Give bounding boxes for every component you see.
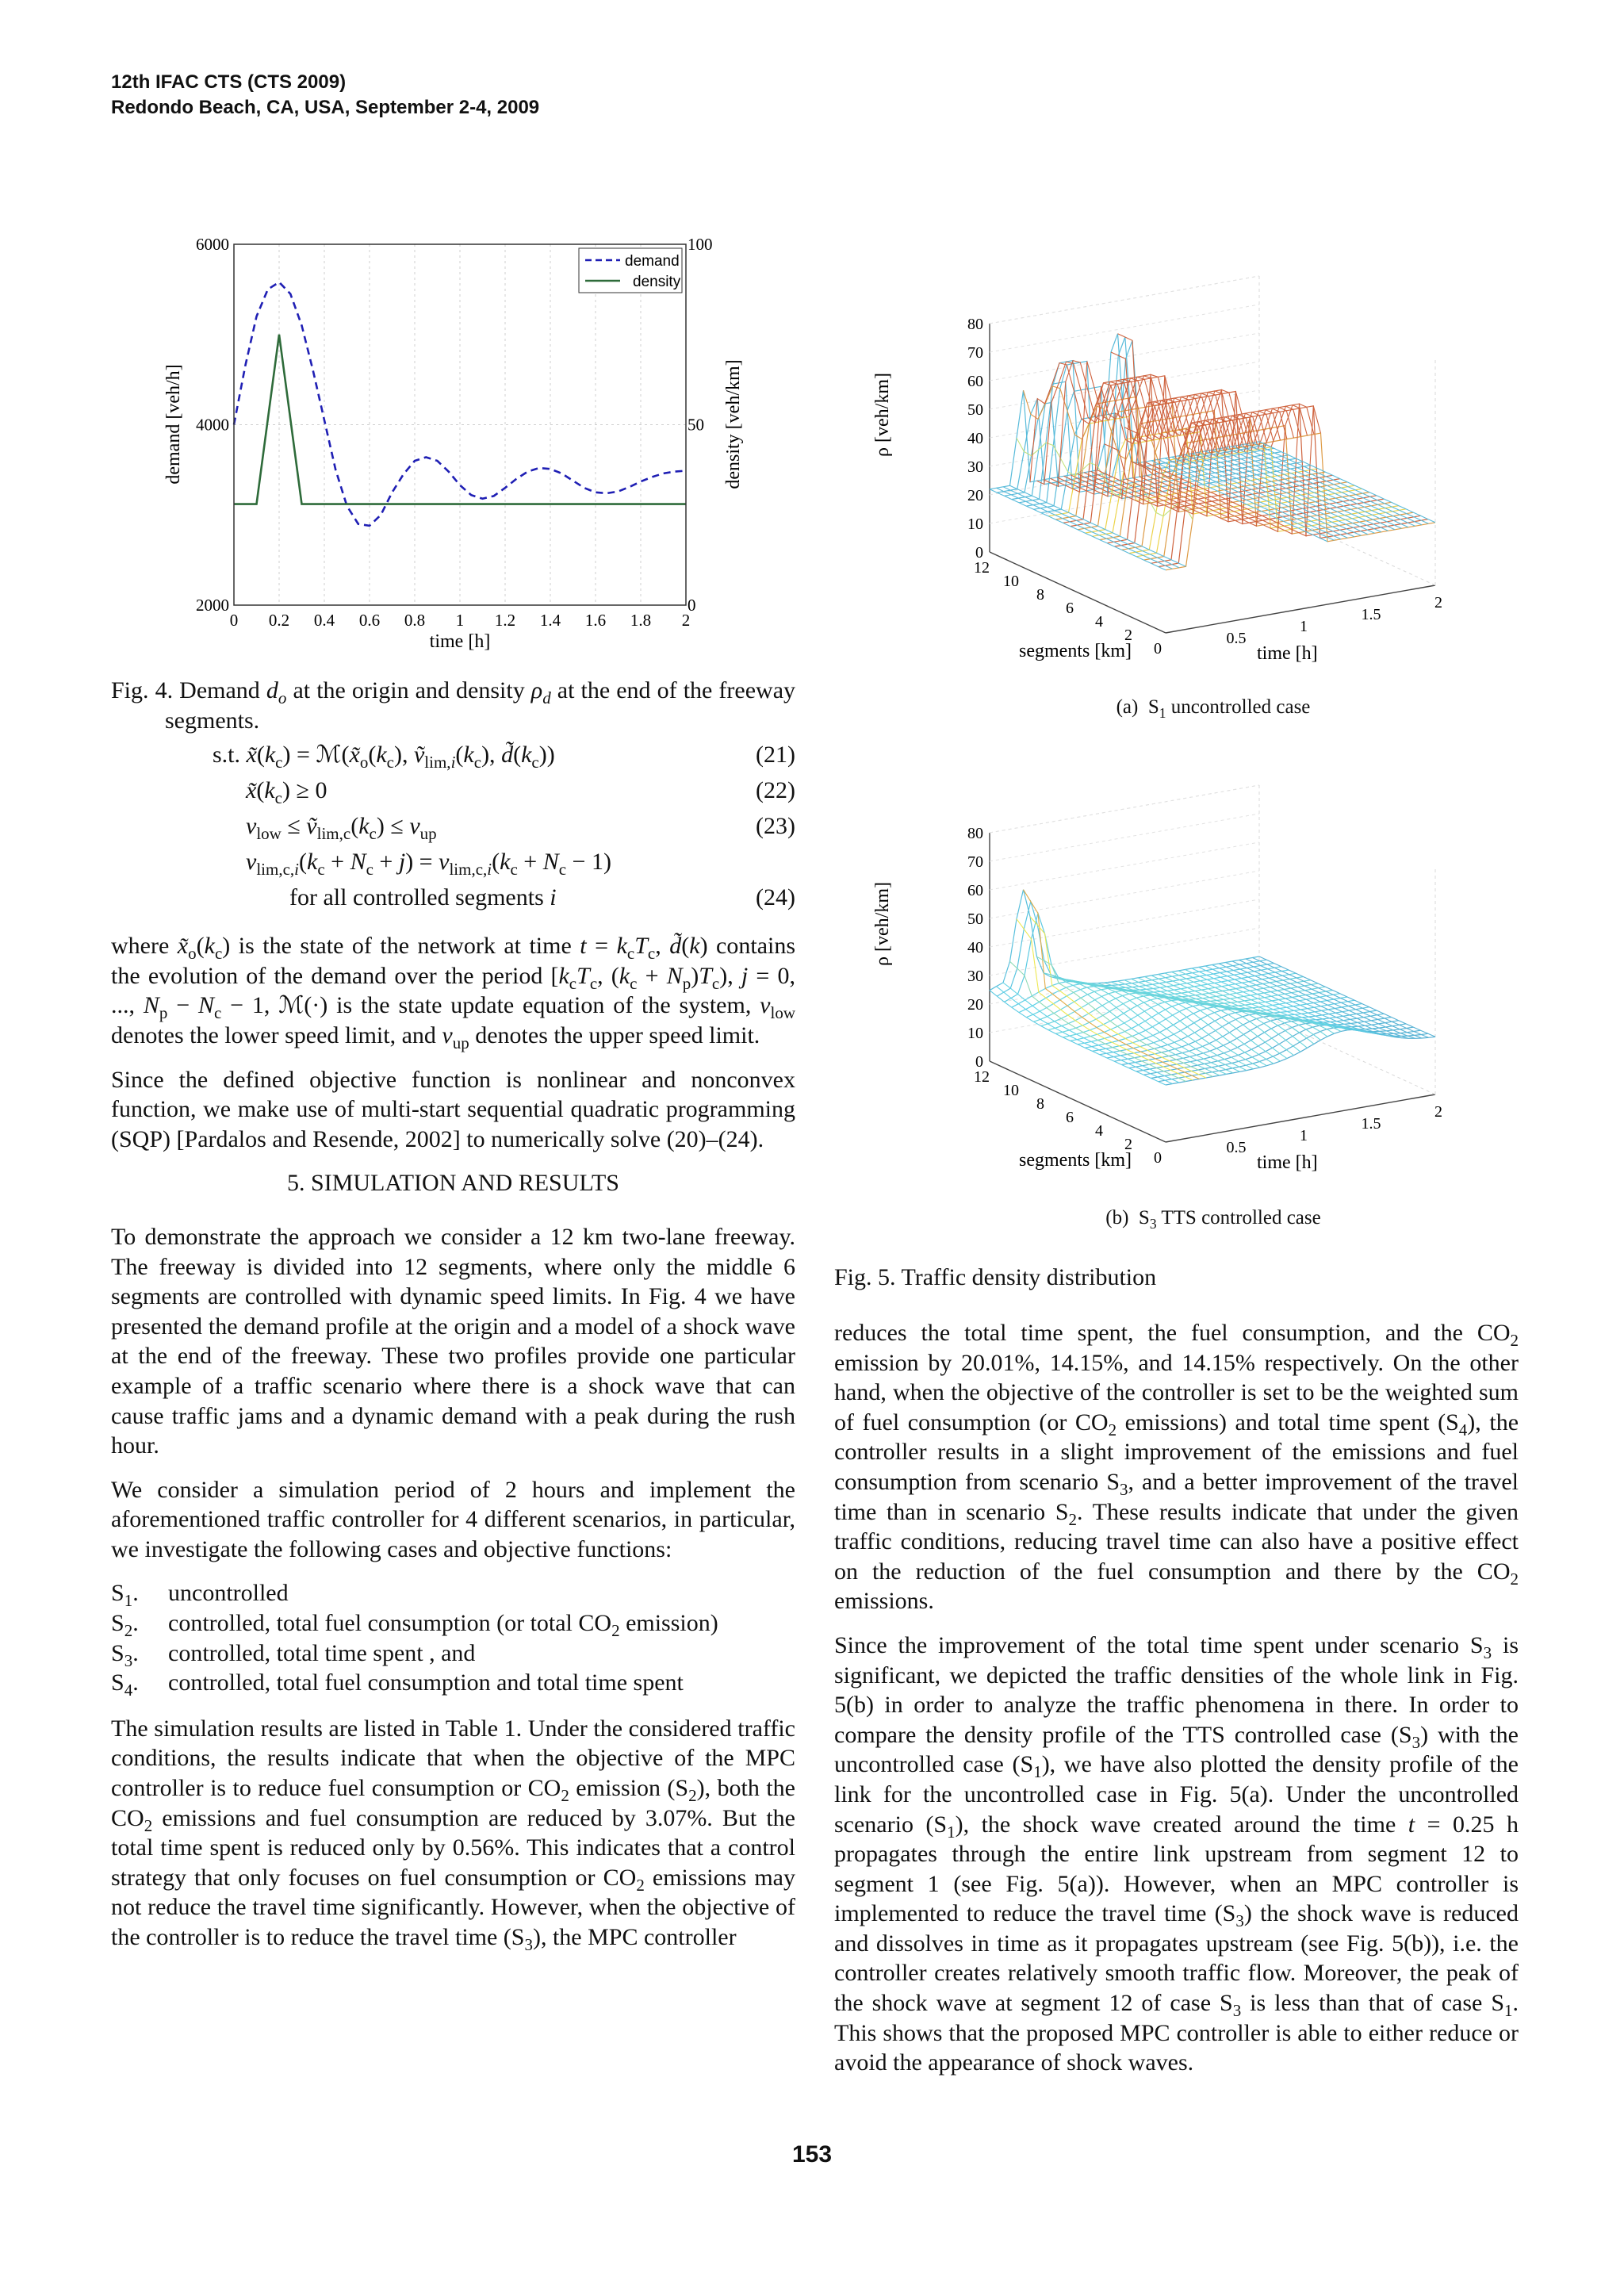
scenario-list [111,1578,795,1700]
equation-number-22: (22) [756,777,795,804]
y-left-tick-label: 4000 [196,415,229,435]
segment-tick-label: 2 [1124,1136,1132,1153]
legend-density-label: density [633,274,681,290]
segment-tick-label: 6 [1066,600,1074,617]
z-tick-label: 40 [967,430,983,447]
mesh-line [1024,386,1200,479]
mesh-line [1143,1023,1413,1075]
grid-line [990,276,1259,324]
y-right-tick-label: 100 [688,235,713,254]
mesh-line [1166,1029,1435,1085]
z-tick-label: 50 [967,401,983,419]
time-tick-label: 1 [1300,618,1308,635]
fig5b-axes-box [990,785,1435,1142]
list-item: $S_3$. controlled, total time spent , and [111,1639,476,1670]
fig5a-mesh [990,334,1435,570]
time-tick-label: 1.5 [1361,1115,1381,1133]
y-right-tick-label: 50 [688,415,704,435]
fig5b-time-label: time [h] [1257,1152,1318,1173]
segment-tick-label: 6 [1066,1109,1074,1126]
segment-tick-label: 4 [1095,1122,1103,1140]
z-tick-label: 50 [967,910,983,928]
left-column [111,676,795,1967]
fig4-tick-labels [196,235,713,630]
axis-line [990,1061,1166,1142]
z-tick-label: 70 [967,344,983,362]
equation-24a: $v_{lim,c,i}(k_c + N_c + j) = v_{lim,c,i}(k_c + N_c - 1)$ [246,849,611,880]
x-tick-label: 1.6 [584,611,607,630]
grid-line [990,842,1259,890]
paragraph-state-definition: where $x̃_o(k_c)$ is the state of the network at time $t = k_cT_c$, d̃(k) contains the evolution of the demand over the period [$k_cT_c$, $(k_c + N_p)T_c$), j = 0, ..., $N_p - N_c - 1$, ℳ(·) is the state update equation of the system, $v_{low}$ denotes the lower speed limit, and $v_{up}$ denotes the upper speed limit. [111,933,796,1052]
segment-tick-label: 8 [1036,586,1044,604]
grid-line [990,814,1259,861]
z-tick-label: 70 [967,853,983,871]
segment-tick-label: 0 [1154,640,1162,657]
z-tick-label: 60 [967,373,983,390]
paragraph-results: The simulation results are listed in Table 1. Under the considered traffic conditions, the results indicate that when the objective of the MPC controller is to reduce fuel consumption or $CO_2$ emission $(S_2)$, both the $CO_2$ emissions and fuel consumption are reduced by 3.07%. But the total time spent is reduced only by 0.56%. This indicates that a control strategy that only focuses on fuel consumption or $CO_2$ emissions may not reduce the travel time significantly. However, when the objective of the controller is to reduce the travel time $(S_3)$, the MPC controller [111,1715,795,1954]
equation-23: $v_{low}$ ≤ $ṽ_{lim,c}(k_c) \le v_{up}$ [246,813,437,844]
segment-tick-label: 0 [1154,1149,1162,1167]
grid-line [990,305,1259,352]
segment-tick-label: 4 [1095,613,1103,631]
segment-tick-label: 10 [1003,1082,1019,1099]
z-tick-label: 0 [975,1053,983,1071]
fig5-caption: Fig. 5. Traffic density distribution [834,1264,1157,1290]
grid-line [990,899,1259,947]
equation-22: $x̃(k_c) \ge 0$ [246,777,327,808]
x-tick-label: 1.2 [494,611,516,630]
z-tick-label: 30 [967,968,983,985]
paragraph-simulation-period: We consider a simulation period of 2 hours and implement the aforementioned traffic controller for 4 different scenarios, in particular, we investigate the following cases and objective functions: [111,1476,795,1562]
fig5a-surface-plot [872,252,1475,696]
mesh-line [1259,956,1435,1037]
conference-header [111,70,539,121]
fig4-y-axis-right-label: density [veh/km] [723,359,744,489]
segment-tick-label: 8 [1036,1095,1044,1113]
equation-number-21: (21) [756,742,795,769]
list-item: $S_4$. controlled, total fuel consumption and total time spent [111,1669,684,1700]
equation-number-24: (24) [756,884,795,911]
time-tick-label: 1 [1300,1127,1308,1144]
x-tick-label: 0.4 [313,611,335,630]
equation-21: s.t. $x̃(k_c)$ = $ℳ(x̃_o(k_c)$, $ṽ_{lim,i}(k_c)$, $d̃(k_c)$) [213,742,555,772]
x-tick-label: 0 [229,611,239,630]
z-tick-label: 80 [967,316,983,333]
x-tick-label: 0.2 [268,611,290,630]
equation-number-23: (23) [756,813,795,840]
z-tick-label: 20 [967,996,983,1014]
y-left-tick-label: 6000 [196,235,229,254]
fig5b-surface-plot [872,761,1475,1205]
y-right-tick-label: 0 [688,596,696,615]
fig5a-segments-label: segments [km] [1019,641,1132,661]
mesh-line [1232,961,1408,1038]
mesh-line [1003,487,1179,568]
z-tick-label: 20 [967,487,983,504]
time-tick-label: 0.5 [1226,630,1247,647]
axis-line [990,552,1166,633]
list-item: $S_1$. uncontrolled [111,1580,289,1611]
list-item: $S_2$. controlled, total fuel consumption (or total $CO_2$ emission) [111,1610,718,1641]
mesh-line [1024,890,1200,1079]
z-tick-label: 40 [967,939,983,956]
x-tick-label: 0.6 [358,611,381,630]
time-tick-label: 1.5 [1361,606,1381,623]
equation-24b: for all controlled segments i [289,884,557,911]
mesh-line [1010,485,1186,566]
segment-tick-label: 12 [974,1068,990,1086]
fig5a-subcaption: (a) $S_1$ uncontrolled case [1116,696,1311,721]
segment-tick-label: 10 [1003,573,1019,590]
fig5b-mesh [990,890,1435,1085]
z-tick-label: 60 [967,882,983,899]
y-left-tick-label: 2000 [196,596,229,615]
fig4-legend [579,248,682,293]
time-tick-label: 2 [1434,1103,1442,1121]
z-tick-label: 0 [975,544,983,562]
fig4-x-axis-label: time [h] [429,631,491,652]
grid-line [990,871,1259,918]
mesh-line [1138,978,1314,1044]
paragraph-results-continued: reduces the total time spent, the fuel consumption, and the $CO_2$ emission by 20.01%, 14.15%, and 14.15% respectively. On the other hand, when the objective of the controller is set to be the weighted sum of fuel consumption (or $CO_2$ emissions) and total time spent $(S_4)$, the controller results in a slight improvement of the emissions and fuel consumption from scenario $S_3$, and a better improvement of the travel time than in scenario $S_2$. These results indicate that under the given traffic conditions, reducing travel time can also have a positive effect on the reduction of the fuel consumption and there by the $CO_2$ emissions. [834,1320,1519,1615]
z-tick-label: 10 [967,1025,983,1042]
fig5b-subcaption: (b) $S_3$ TTS controlled case [1105,1207,1321,1232]
fig5a-time-label: time [h] [1257,643,1318,664]
equation-block [111,740,795,918]
x-tick-label: 1.4 [539,611,561,630]
z-tick-label: 10 [967,516,983,533]
z-tick-label: 80 [967,825,983,842]
time-tick-label: 0.5 [1226,1139,1247,1156]
time-tick-label: 2 [1434,594,1442,611]
x-tick-label: 1.8 [630,611,652,630]
paragraph-shock-wave: Since the improvement of the total time spent under scenario $S_3$ is significant, we depicted the traffic densities of the whole link in Fig. 5(b) in order to analyze the traffic phenomena in there. In order to compare the density profile of the TTS controlled case $(S_3)$ with the uncontrolled case $(S_1)$, we have also plotted the density profile of the link for the uncontrolled case in Fig. 5(a). Under the uncontrolled scenario $(S_1)$, the shock wave created around the time t = 0.25 h propagates through the entire link upstream from segment 12 to segment 1 (see Fig. 5(a)). However, when an MPC controller is implemented to reduce the travel time $(S_3)$ the shock wave is reduced and dissolves in time as it propagates upstream (see Fig. 5(b)), i.e. the controller creates relatively smooth traffic flow. Moreover, the peak of the shock wave at segment 12 of case $S_3$ is less than that of case $S_1$. This shows that the proposed MPC controller is able to either reduce or avoid the appearance of shock waves. [834,1631,1519,2076]
mesh-line [997,488,1173,569]
page-number: 153 [791,2141,833,2168]
legend-demand-label: demand [625,253,680,270]
paragraph-freeway-setup: To demonstrate the approach we consider a 12 km two-lane freeway. The freeway is divided into 12 segments, where only the middle 6 segments are controlled with dynamic speed limits. In Fig. 4 we have presented the demand profile at the origin and a model of a shock wave at the end of the freeway. These two profiles provide one particular example of a traffic scenario where there is a shock wave that can cause traffic jams and a dynamic demand with a peak during the rush hour. [111,1223,795,1459]
z-tick-label: 30 [967,458,983,476]
mesh-line [1151,1025,1421,1079]
segment-tick-label: 12 [974,559,990,577]
right-column [834,1318,1519,2092]
x-tick-label: 1 [455,611,465,630]
x-tick-label: 2 [681,611,691,630]
fig5b-z-axis-label: ρ [veh/km] [872,882,893,966]
fig4-grid [234,244,686,605]
conference-title: 12th IFAC CTS (CTS 2009) [111,71,347,93]
section-heading: 5. SIMULATION AND RESULTS [287,1170,619,1197]
paragraph-sqp: Since the defined objective function is nonlinear and nonconvex function, we make use of multi-start sequential quadratic programming (SQP) [Pardalos and Resende, 2002] to numerically solve (20)–(24). [111,1066,795,1152]
x-tick-label: 0.8 [404,611,426,630]
conference-location: Redondo Beach, CA, USA, September 2-4, 2009 [111,97,540,118]
fig5b-segments-label: segments [km] [1019,1150,1132,1171]
segment-tick-label: 2 [1124,627,1132,644]
fig4-y-axis-left-label: demand [veh/h] [163,364,184,485]
fig5a-z-axis-label: ρ [veh/km] [872,373,893,457]
grid-line [990,785,1259,833]
fig4-chart [151,230,753,658]
fig4-caption: Fig. 4. Demand $d_o$ at the origin and density $\rho_d$ at the end of the freeway segments. [111,677,796,734]
